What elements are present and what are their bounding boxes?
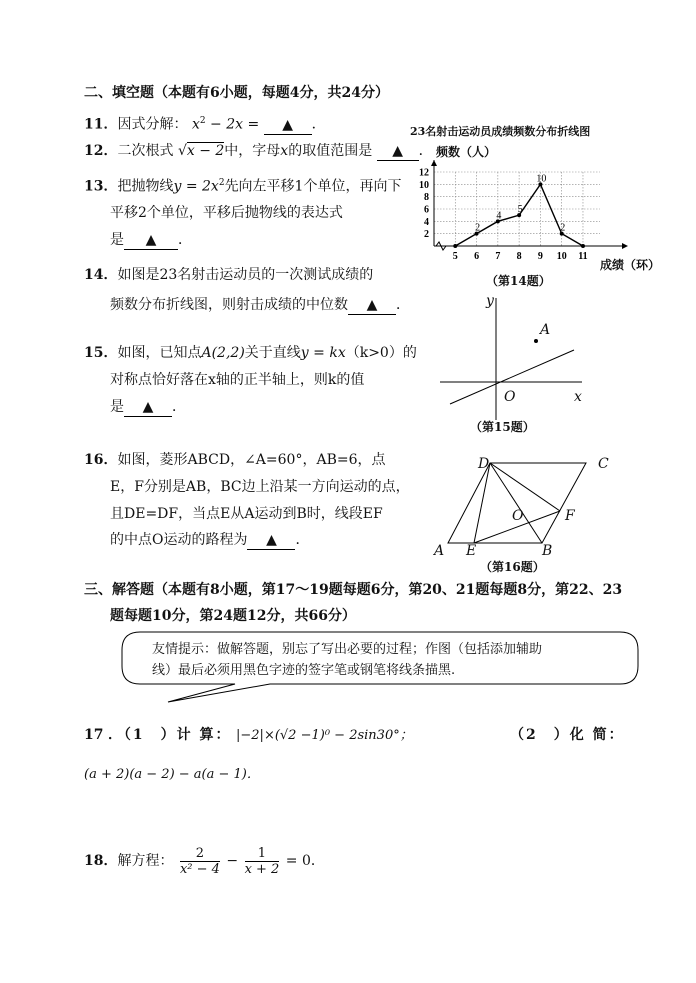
figure-16 [440, 455, 600, 555]
question-number: 16． [84, 452, 118, 468]
question-text: 二次根式 [117, 143, 174, 159]
x-axis-arrow [622, 243, 628, 249]
data-label: 5 [517, 204, 523, 216]
tip-line-1: 友情提示：做解答题，别忘了写出必要的过程；作图（包括添加辅助 [152, 642, 543, 657]
question-text: 先向左平移1个单位，再向下 [224, 178, 402, 195]
figure-16-caption: （第16题） [480, 560, 545, 574]
fig16-label-c: C [598, 456, 609, 472]
data-label: 4 [496, 210, 502, 222]
question-text: 频数分布折线图，则射击成绩的中位数 [110, 297, 348, 313]
y-tick-label: 6 [424, 204, 429, 216]
fig15-label-o: O [504, 389, 516, 405]
question-text: 因式分解： [117, 116, 188, 133]
point-a [534, 339, 538, 343]
answer-blank[interactable]: ▲ [124, 231, 178, 250]
fig16-label-o: O [512, 508, 524, 524]
chart-x-label: 成绩（环） [600, 258, 661, 272]
answer-blank[interactable]: ▲ [377, 142, 419, 161]
fig16-label-d: D [478, 456, 490, 472]
section-3-title-line-1: 三、解答题（本题有8小题，第17～19题每题6分，第20、21题每题8分，第22、23 [84, 582, 623, 598]
question-text: 中，字母 [224, 143, 281, 159]
fig15-label-y: y [486, 293, 494, 309]
question-17-part-2: （2 ）化 简： [510, 727, 625, 743]
data-label: 2 [475, 222, 481, 234]
question-13-line-3: 是 ▲ ． [110, 232, 192, 248]
operator: − [226, 853, 239, 869]
question-16-line-2: E，F分别是AB，BC边上沿某一方向运动的点， [110, 479, 410, 495]
question-number: 18． [84, 853, 118, 869]
question-text: 如图，菱形ABCD，∠A=60°，AB=6，点 [117, 452, 386, 468]
section-2-title: 二、填空题（本题有6小题，每题4分，共24分） [84, 85, 389, 101]
numerator: 1 [245, 846, 280, 862]
data-point [453, 244, 457, 248]
answer-blank[interactable]: ▲ [264, 116, 312, 135]
question-text: 如图，已知点 [117, 345, 202, 361]
y-tick-label: 12 [419, 167, 429, 179]
x-tick-label: 8 [516, 251, 522, 262]
exponent: 2 [218, 178, 225, 188]
segment-db [490, 463, 542, 543]
y-tick-label: 10 [419, 179, 429, 191]
fig15-label-x: x [574, 389, 582, 405]
frequency-chart [410, 160, 680, 270]
x-tick-label: 10 [556, 251, 567, 262]
denominator: x² − 4 [179, 861, 220, 877]
variable: x [280, 143, 289, 159]
section-3-title-line-2: 题每题10分，第24题12分，共66分） [110, 608, 356, 624]
question-17-expression-2: (a + 2)(a − 2) − a(a − 1)． [84, 767, 260, 782]
question-text: 是 [110, 399, 124, 415]
fig15-label-a: A [540, 322, 551, 338]
fig16-label-f: F [565, 508, 575, 524]
fig16-label-e: E [466, 543, 477, 559]
question-16-line-3: 且DE=DF，当点E从A运动到B时，线段EF [110, 506, 383, 522]
tip-line-2: 线）最后必须用黑色字迹的签字笔或钢笔将线条描黑. [152, 663, 456, 678]
y-axis-arrow [431, 160, 437, 166]
question-14-line-2: 频数分布折线图，则射击成绩的中位数 ▲ ． [110, 297, 410, 313]
denominator: x + 2 [244, 861, 280, 877]
question-number: 12． [84, 143, 118, 159]
equation-tail: = 0． [285, 853, 325, 869]
data-label: 10 [536, 173, 547, 185]
y-tick-label: 2 [424, 229, 429, 241]
x-tick-label: 5 [452, 251, 458, 262]
math-expression: x [191, 116, 200, 133]
y-tick-label: 8 [424, 192, 429, 204]
math-expression: y = kx [300, 345, 346, 361]
fig16-label-b: B [542, 543, 553, 559]
question-text: 的取值范围是 [288, 143, 373, 159]
answer-blank[interactable]: ▲ [124, 398, 172, 417]
radicand: x − 2 [186, 143, 225, 159]
figure-14-caption: （第14题） [486, 274, 551, 288]
answer-blank[interactable]: ▲ [348, 296, 396, 315]
question-number: 15． [84, 345, 118, 361]
question-number: 17 [84, 727, 104, 743]
question-12: 12．二次根式 √x − 2中，字母x的取值范围是 ▲ ． [84, 143, 433, 159]
math-expression: |−2|×(√2 −1)⁰ − 2sin30°； [236, 728, 413, 743]
question-15-line-3: 是 ▲ ． [110, 399, 186, 415]
answer-blank[interactable]: ▲ [247, 531, 295, 550]
y-tick-label: 4 [424, 216, 429, 228]
math-expression: A(2,2) [201, 345, 245, 361]
data-point [581, 244, 585, 248]
data-label: 2 [560, 222, 566, 234]
exponent: 2 [199, 116, 206, 126]
figure-15-caption: （第15题） [470, 420, 535, 434]
question-17 [84, 726, 413, 745]
question-text: ．（1 ）计 算： [107, 727, 232, 743]
fig16-label-a: A [434, 543, 445, 559]
chart-title: 23名射击运动员成绩频数分布折线图 [410, 125, 591, 138]
question-number: 14． [84, 267, 118, 283]
question-text: （k>0）的 [345, 345, 417, 361]
question-text: 的中点O运动的路程为 [110, 532, 248, 548]
chart-axes [431, 160, 628, 250]
math-expression: − 2x = [205, 116, 260, 133]
numerator: 2 [180, 846, 220, 862]
x-tick-label: 9 [537, 251, 543, 262]
math-expression: y = 2x [173, 178, 219, 195]
question-number: 13． [84, 178, 118, 195]
question-number: 11． [84, 116, 118, 133]
fraction-1 [180, 846, 220, 877]
question-text: 把抛物线 [117, 178, 174, 195]
x-tick-label: 6 [474, 251, 480, 262]
question-text: 关于直线 [244, 345, 301, 361]
question-text: 是 [110, 232, 124, 248]
question-11: 11．因式分解： $x^2 - 2x$ = ▲ ． [84, 116, 326, 133]
segment-df [490, 463, 560, 511]
question-text: 如图是23名射击运动员的一次测试成绩的 [117, 267, 374, 283]
question-15-line-2: 对称点恰好落在x轴的正半轴上，则k的值 [110, 372, 365, 388]
segment-de [474, 463, 490, 543]
question-18 [84, 844, 325, 878]
rhombus-abcd [448, 463, 586, 543]
question-text: 解方程： [117, 853, 174, 869]
chart-y-label: 频数（人） [436, 145, 497, 159]
x-tick-label: 11 [578, 251, 588, 262]
sqrt-sign: √ [177, 143, 187, 159]
question-13-line-2: 平移2个单位，平移后抛物线的表达式 [110, 205, 343, 221]
x-tick-label: 7 [495, 251, 501, 262]
fraction-2 [245, 846, 280, 877]
question-16-line-4: 的中点O运动的路程为 ▲ ． [110, 532, 310, 548]
